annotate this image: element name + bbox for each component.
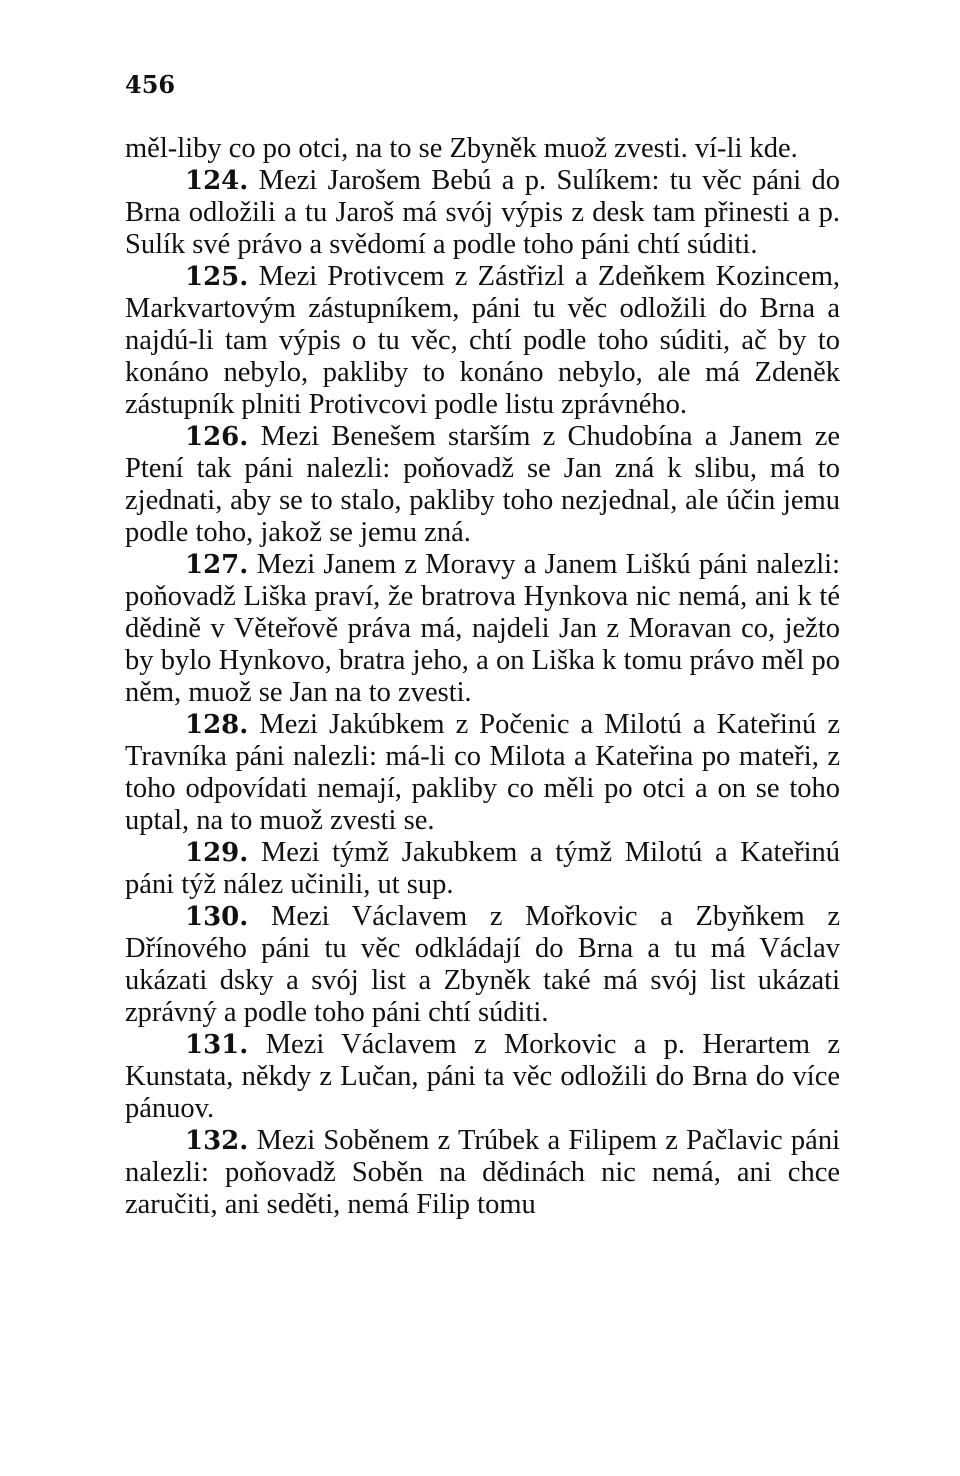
continuation-paragraph: měl-liby co po otci, na to se Zbyněk muož zvesti. ví-li kde. [125,133,798,164]
entry-text: Mezi Soběnem z Trúbek a Filipem z Pačlavic páni nalezli: poňovadž Soběn na dědinách nic nemá, ani chce zaručiti, ani seděti, nemá Filip tomu [125,1125,841,1220]
entry-number: 126. [185,422,249,452]
entry-number: 124. [185,166,249,196]
entry-number: 128. [185,710,249,740]
entry-127 [125,549,840,709]
entry-text: Mezi Václavem z Mořkovic a Zbyňkem z Dřínového páni tu věc odkládají do Brna a tu má Václav ukázati dsky a svój list a Zbyněk také má svój list ukázati zprávný a podle toho páni chtí súditi. [125,901,841,1028]
entry-132 [125,1125,840,1221]
entry-text: Mezi Janem z Moravy a Janem Liškú páni nalezli: poňovadž Liška praví, že bratrova Hynkova nic nemá, ani k té dědině v Věteřově práva má, najdeli Jan z Moravan co, ježto by bylo Hynkovo, bratra jeho, a on Liška k tomu právo měl po něm, muož se Jan na to zvesti. [125,549,840,708]
entry-text: Mezi Benešem starším z Chudobína a Janem ze Ptení tak páni nalezli: poňovadž se Jan zná k slibu, má to zjednati, aby se to stalo, pakliby toho nezjednal, ale účin jemu podle toho, jakož se jemu zná. [125,421,840,548]
entry-text: Mezi Protivcem z Zástřizl a Zdeňkem Kozincem, Markvartovým zástupníkem, páni tu věc odložili do Brna a najdú-li tam výpis o tu věc, chtí podle toho súditi, ač by to konáno nebylo, pakliby to konáno nebylo, ale má Zdeněk zástupník plniti Protivcovi podle listu zprávného. [125,261,840,420]
page-body [125,133,840,1221]
entry-text: Mezi Jakúbkem z Počenic a Milotú a Kateřinú z Travníka páni nalezli: má-li co Milota a Kateřina po mateři, z toho odpovídati nemají, pakliby co měli po otci a on se toho uptal, na to muož zvesti se. [125,709,840,836]
entry-text: Mezi Václavem z Morkovic a p. Herartem z Kunstata, někdy z Lučan, páni ta věc odložili do Brna do více pánuov. [125,1029,841,1124]
entry-number: 129. [185,838,249,868]
entry-text: Mezi týmž Jakubkem a týmž Milotú a Kateřinú páni týž nález učinili, ut sup. [125,837,840,900]
entry-124 [125,165,840,261]
entry-text: Mezi Jarošem Bebú a p. Sulíkem: tu věc páni do Brna odložili a tu Jaroš má svój výpis z desk tam přinesti a p. Sulík své právo a svědomí a podle toho páni chtí súditi. [125,165,841,260]
entry-131 [125,1029,840,1125]
entry-number: 127. [185,550,249,580]
entry-number: 132. [185,1126,249,1156]
entry-126 [125,421,840,549]
entry-129 [125,837,840,901]
entry-130 [125,901,840,1029]
entry-125 [125,261,840,421]
entry-number: 130. [185,902,249,932]
entry-number: 131. [185,1030,249,1060]
entry-128 [125,709,840,837]
entry-number: 125. [185,262,249,292]
page-number: 456 [125,70,176,99]
